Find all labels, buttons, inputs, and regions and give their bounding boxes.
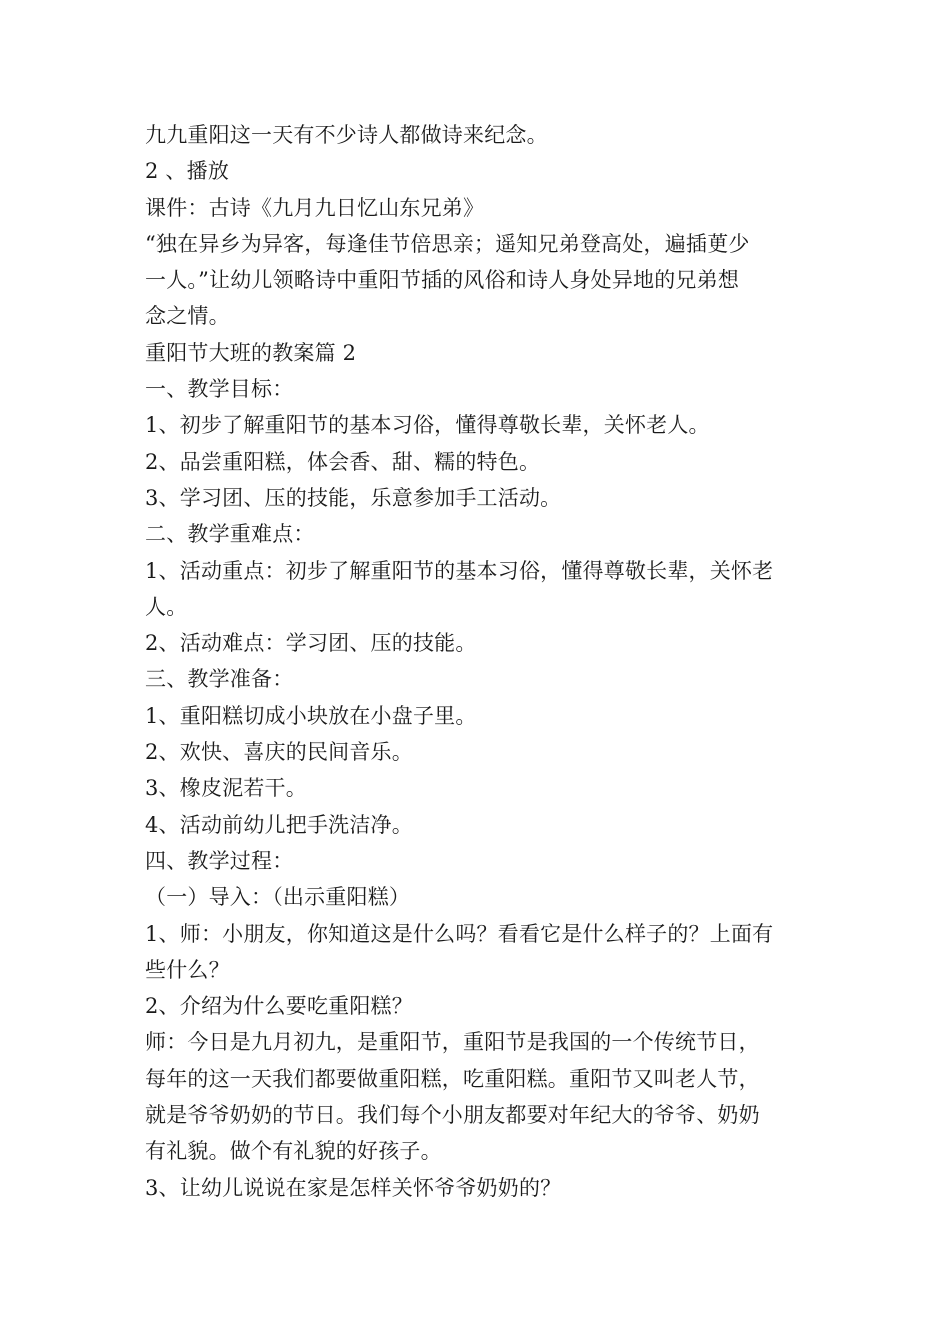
list-item: 1、重阳糕切成小块放在小盘子里。 — [145, 703, 477, 728]
list-item: 2、品尝重阳糕，体会香、甜、糯的特色。 — [145, 449, 541, 474]
text-line: 念之情。 — [145, 304, 230, 329]
document-body — [145, 117, 815, 1206]
heading-objectives: 一、教学目标： — [145, 377, 294, 402]
subheading-intro: （一）导入：（出示重阳糕） — [145, 885, 411, 910]
list-item: 1、师：小朋友，你知道这是什么吗？看看它是什么样子的？上面有 — [145, 921, 774, 946]
list-item-continuation: 人。 — [145, 594, 188, 619]
paragraph-line: 师：今日是九月初九，是重阳节，重阳节是我国的一个传统节日， — [145, 1030, 760, 1055]
paragraph-line: 每年的这一天我们都要做重阳糕，吃重阳糕。重阳节又叫老人节， — [145, 1066, 760, 1091]
poem-line: 一人。”让幼儿领略诗中重阳节插的风俗和诗人身处异地的兄弟想 — [145, 268, 740, 293]
paragraph-line: 就是爷爷奶奶的节日。我们每个小朋友都要对年纪大的爷爷、奶奶 — [145, 1103, 760, 1128]
list-item: 3、橡皮泥若干。 — [145, 776, 307, 801]
list-item: 3、让幼儿说说在家是怎样关怀爷爷奶奶的？ — [145, 1175, 562, 1200]
text-line: 课件：古诗《九月九日忆山东兄弟》 — [145, 195, 485, 220]
list-item: 2、介绍为什么要吃重阳糕？ — [145, 994, 413, 1019]
heading-key-points: 二、教学重难点： — [145, 522, 315, 547]
list-item: 3、学习团、压的技能，乐意参加手工活动。 — [145, 485, 562, 510]
text-line: 九九重阳这一天有不少诗人都做诗来纪念。 — [145, 123, 548, 147]
list-item: 1、活动重点：初步了解重阳节的基本习俗，懂得尊敬长辈，关怀老 — [145, 558, 774, 583]
text-line: 2 、播放 — [145, 159, 230, 184]
section-title: 重阳节大班的教案篇 2 — [145, 340, 357, 365]
heading-process: 四、教学过程： — [145, 848, 294, 873]
paragraph-line: 有礼貌。做个有礼貌的好孩子。 — [145, 1139, 442, 1164]
list-item-continuation: 些什么？ — [145, 957, 230, 982]
heading-preparation: 三、教学准备： — [145, 667, 294, 692]
list-item: 4、活动前幼儿把手洗洁净。 — [145, 812, 413, 837]
poem-line: “独在异乡为异客，每逢佳节倍思亲；遥知兄弟登高处，遍插茰少 — [145, 231, 750, 256]
list-item: 1、初步了解重阳节的基本习俗，懂得尊敬长辈，关怀老人。 — [145, 413, 710, 438]
list-item: 2、活动难点：学习团、压的技能。 — [145, 631, 477, 656]
list-item: 2、欢快、喜庆的民间音乐。 — [145, 740, 413, 765]
